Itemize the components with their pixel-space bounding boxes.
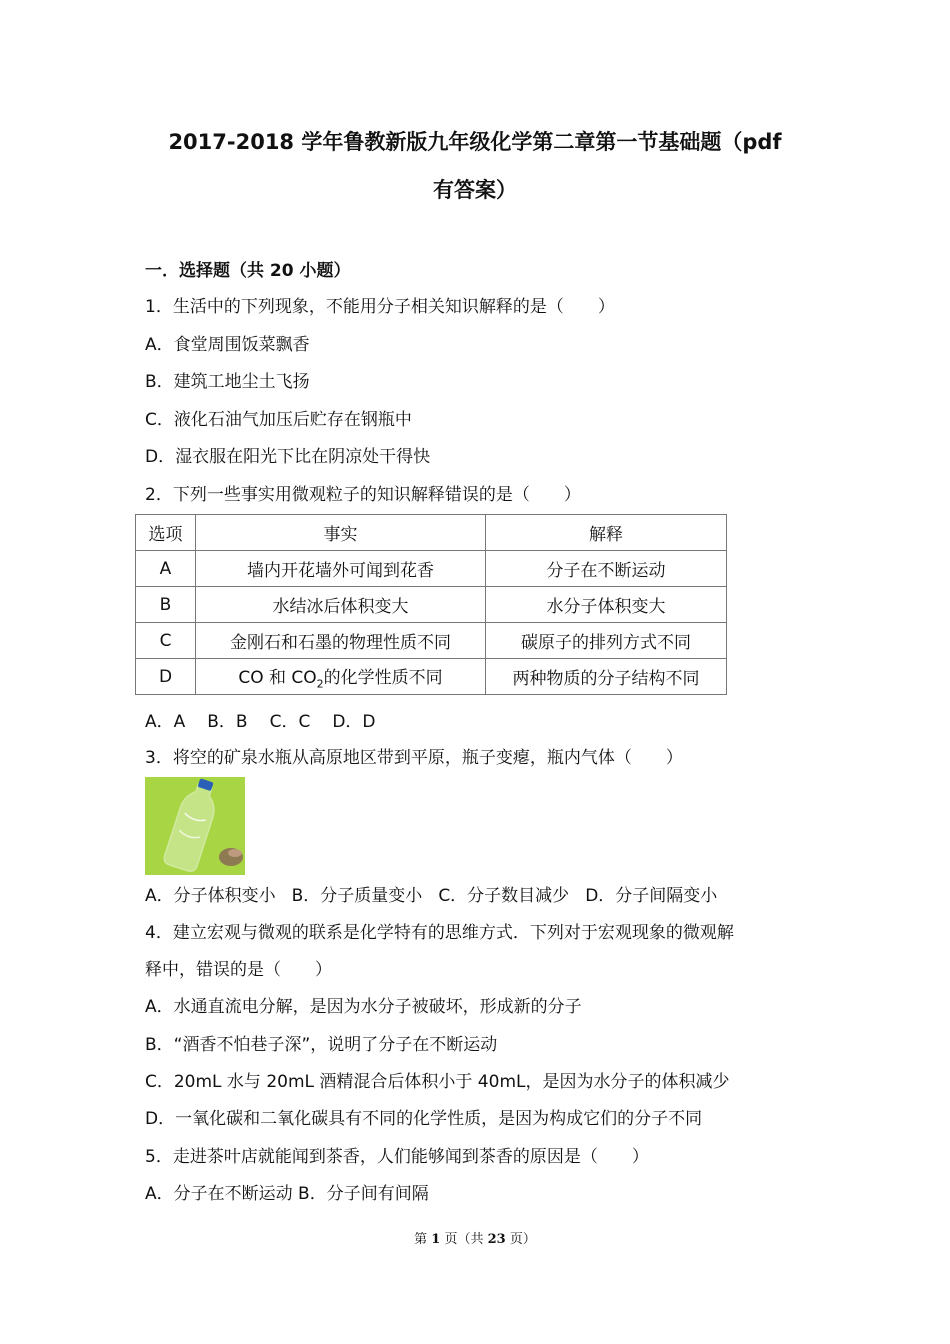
page-number: 1 bbox=[431, 1232, 441, 1247]
section-heading: 一．选择题（共 20 小题） bbox=[145, 261, 351, 281]
question-4-stem-line-2: 释中，错误的是（ ） bbox=[145, 960, 332, 980]
table-cell-option: A bbox=[136, 551, 196, 587]
question-2-stem: 2．下列一些事实用微观粒子的知识解释错误的是（ ） bbox=[145, 485, 581, 505]
question-2-table bbox=[135, 514, 727, 695]
question-3-option-c: C．分子数目减少 bbox=[438, 886, 570, 906]
table-row bbox=[136, 551, 727, 587]
question-4-stem-line-1: 4．建立宏观与微观的联系是化学特有的思维方式．下列对于宏观现象的微观解 bbox=[145, 923, 734, 943]
fact-text: CO 和 CO bbox=[238, 667, 317, 688]
table-cell-explanation: 两种物质的分子结构不同 bbox=[486, 659, 727, 695]
table-cell-fact: 墙内开花墙外可闻到花香 bbox=[196, 551, 486, 587]
question-3-option-a: A．分子体积变小 bbox=[145, 886, 276, 906]
table-cell-option: D bbox=[136, 659, 196, 695]
table-cell-fact: 金刚石和石墨的物理性质不同 bbox=[196, 623, 486, 659]
table-cell-explanation: 水分子体积变大 bbox=[486, 587, 727, 623]
table-header-row bbox=[136, 515, 727, 551]
document-title-line-2: 有答案） bbox=[433, 178, 517, 202]
question-2-option-d: D．D bbox=[332, 712, 376, 732]
total-pages: 23 bbox=[487, 1232, 506, 1247]
question-1-option-a: A．食堂周围饭菜飘香 bbox=[145, 335, 310, 355]
question-3-option-d: D．分子间隔变小 bbox=[585, 886, 718, 906]
table-cell-fact bbox=[196, 659, 486, 695]
table-cell-option: C bbox=[136, 623, 196, 659]
footer-prefix: 第 bbox=[414, 1232, 432, 1247]
question-5-options: A．分子在不断运动 B．分子间有间隔 bbox=[145, 1184, 429, 1204]
footer-mid: 页（共 bbox=[440, 1232, 488, 1247]
table-header-explanation: 解释 bbox=[486, 515, 727, 551]
question-2-option-c: C．C bbox=[269, 712, 311, 732]
question-1-option-d: D．湿衣服在阳光下比在阴凉处干得快 bbox=[145, 447, 431, 467]
table-cell-fact: 水结冰后体积变大 bbox=[196, 587, 486, 623]
question-2-options bbox=[145, 711, 376, 733]
question-4-option-c: C．20mL 水与 20mL 酒精混合后体积小于 40mL，是因为水分子的体积减少 bbox=[145, 1072, 730, 1092]
fact-text-suffix: 的化学性质不同 bbox=[323, 667, 443, 688]
question-3-option-b: B．分子质量变小 bbox=[291, 886, 423, 906]
footer-suffix: 页） bbox=[505, 1232, 536, 1247]
question-1-option-b: B．建筑工地尘土飞扬 bbox=[145, 372, 310, 392]
table-cell-explanation: 分子在不断运动 bbox=[486, 551, 727, 587]
plastic-bottle-photo bbox=[145, 777, 245, 875]
question-2-option-b: B．B bbox=[207, 712, 248, 732]
bottle-illustration bbox=[145, 777, 245, 875]
table-header-fact: 事实 bbox=[196, 515, 486, 551]
question-3-options bbox=[145, 885, 717, 907]
document-title-line-1: 2017-2018 学年鲁教新版九年级化学第二章第一节基础题（pdf bbox=[168, 130, 782, 154]
question-4-option-d: D．一氧化碳和二氧化碳具有不同的化学性质，是因为构成它们的分子不同 bbox=[145, 1109, 703, 1129]
question-1-option-c: C．液化石油气加压后贮存在钢瓶中 bbox=[145, 410, 412, 430]
subscript: 2 bbox=[316, 677, 324, 691]
table-row bbox=[136, 659, 727, 695]
table-cell-explanation: 碳原子的排列方式不同 bbox=[486, 623, 727, 659]
table-row bbox=[136, 623, 727, 659]
question-1-stem: 1．生活中的下列现象，不能用分子相关知识解释的是（ ） bbox=[145, 297, 615, 317]
table-header-option: 选项 bbox=[136, 515, 196, 551]
question-4-option-a: A．水通直流电分解，是因为水分子被破坏，形成新的分子 bbox=[145, 997, 582, 1017]
table-cell-option: B bbox=[136, 587, 196, 623]
table-row bbox=[136, 587, 727, 623]
question-5-stem: 5．走进茶叶店就能闻到茶香，人们能够闻到茶香的原因是（ ） bbox=[145, 1147, 649, 1167]
question-3-stem: 3．将空的矿泉水瓶从高原地区带到平原，瓶子变瘪，瓶内气体（ ） bbox=[145, 748, 683, 768]
page-footer bbox=[0, 1228, 950, 1247]
question-2-option-a: A．A bbox=[145, 712, 186, 732]
question-4-option-b: B．“酒香不怕巷子深”，说明了分子在不断运动 bbox=[145, 1035, 498, 1055]
